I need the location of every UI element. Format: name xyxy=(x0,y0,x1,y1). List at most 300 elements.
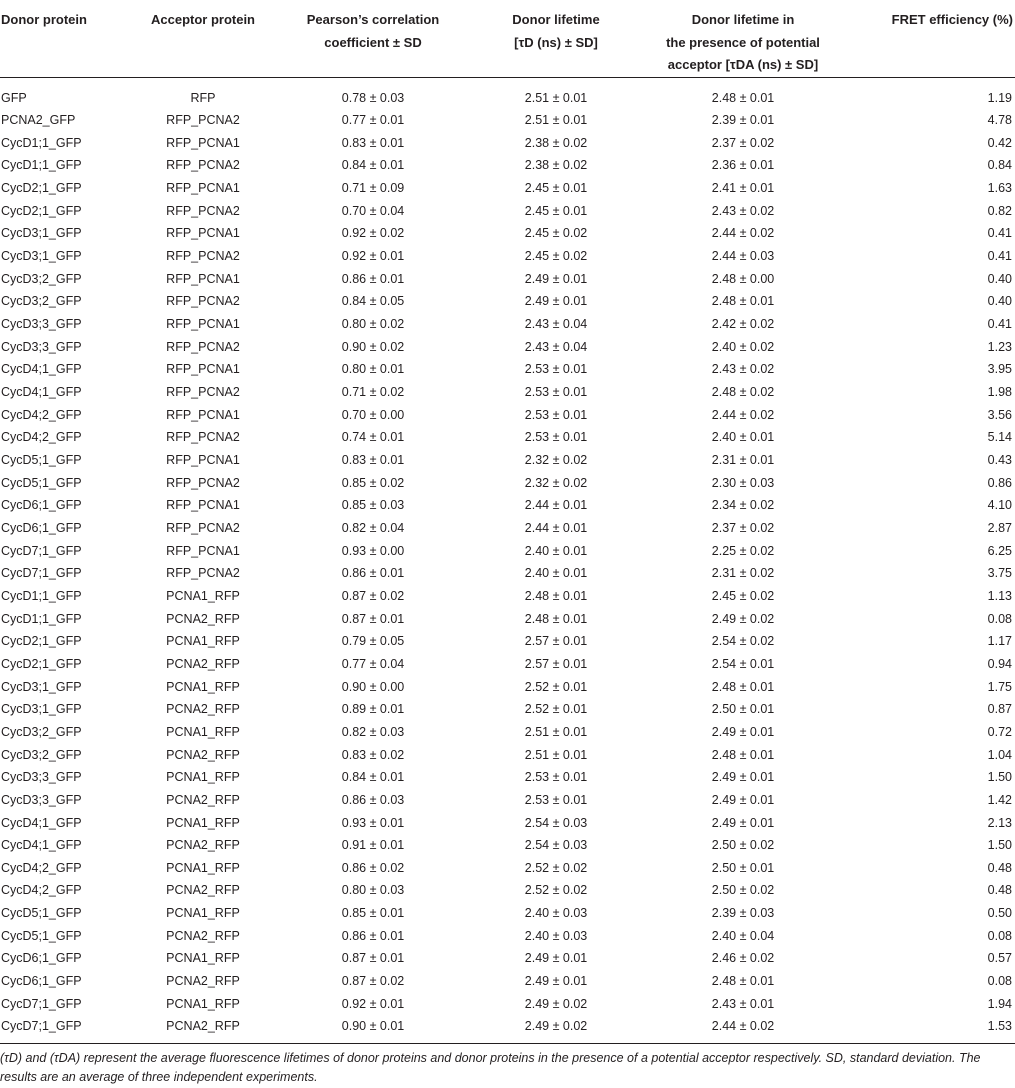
cell-fret: 4.10 xyxy=(987,498,1012,513)
cell-fret: 6.25 xyxy=(987,543,1012,558)
cell-fret: 0.08 xyxy=(987,611,1012,626)
table-row xyxy=(0,154,1015,177)
cell-donor: CycD3;1_GFP xyxy=(1,226,82,241)
cell-lifetime: 2.45 ± 0.01 xyxy=(524,181,588,196)
cell-donor: CycD4;2_GFP xyxy=(1,430,82,445)
cell-pearson: 0.82 ± 0.04 xyxy=(341,520,405,535)
cell-lifetime-acceptor: 2.37 ± 0.02 xyxy=(711,520,775,535)
table-row xyxy=(0,857,1015,880)
cell-pearson: 0.80 ± 0.02 xyxy=(341,317,405,332)
table-row xyxy=(0,744,1015,767)
cell-donor: CycD1;1_GFP xyxy=(1,135,82,150)
cell-lifetime-acceptor: 2.46 ± 0.02 xyxy=(711,951,775,966)
cell-fret: 0.86 xyxy=(987,475,1012,490)
cell-lifetime-acceptor: 2.43 ± 0.02 xyxy=(711,203,775,218)
cell-lifetime-acceptor: 2.41 ± 0.01 xyxy=(711,181,775,196)
cell-donor: CycD1;1_GFP xyxy=(1,158,82,173)
cell-lifetime: 2.53 ± 0.01 xyxy=(524,770,588,785)
cell-donor: CycD6;1_GFP xyxy=(1,974,82,989)
cell-lifetime-acceptor: 2.50 ± 0.02 xyxy=(711,883,775,898)
cell-fret: 0.94 xyxy=(987,656,1012,671)
cell-lifetime-acceptor: 2.54 ± 0.01 xyxy=(711,656,775,671)
cell-lifetime: 2.40 ± 0.03 xyxy=(524,906,588,921)
table-row xyxy=(0,358,1015,381)
cell-fret: 1.19 xyxy=(987,90,1012,105)
cell-lifetime-acceptor: 2.39 ± 0.01 xyxy=(711,113,775,128)
table-row xyxy=(0,268,1015,291)
cell-donor: CycD3;3_GFP xyxy=(1,339,82,354)
table-bottom-rule xyxy=(0,1043,1015,1044)
cell-fret: 4.78 xyxy=(987,113,1012,128)
cell-pearson: 0.90 ± 0.01 xyxy=(341,1019,405,1034)
cell-donor: CycD4;2_GFP xyxy=(1,883,82,898)
cell-pearson: 0.83 ± 0.01 xyxy=(341,453,405,467)
cell-pearson: 0.86 ± 0.02 xyxy=(341,860,405,875)
cell-lifetime: 2.51 ± 0.01 xyxy=(524,90,588,105)
cell-lifetime: 2.53 ± 0.01 xyxy=(524,385,588,400)
cell-lifetime: 2.43 ± 0.04 xyxy=(524,317,588,332)
cell-fret: 1.50 xyxy=(987,838,1012,853)
cell-pearson: 0.89 ± 0.01 xyxy=(341,702,405,717)
cell-pearson: 0.71 ± 0.09 xyxy=(341,181,405,196)
cell-lifetime: 2.51 ± 0.01 xyxy=(524,113,588,128)
table-row xyxy=(0,721,1015,744)
cell-donor: CycD3;1_GFP xyxy=(1,679,82,694)
cell-lifetime: 2.44 ± 0.01 xyxy=(524,520,588,535)
cell-fret: 0.84 xyxy=(987,158,1012,173)
cell-donor: CycD7;1_GFP xyxy=(1,543,82,558)
cell-lifetime-acceptor: 2.48 ± 0.01 xyxy=(711,679,775,694)
cell-lifetime-acceptor: 2.48 ± 0.01 xyxy=(711,294,775,309)
cell-acceptor: RFP xyxy=(190,90,216,105)
cell-fret: 1.53 xyxy=(987,1019,1012,1034)
header-line: [τD (ns) ± SD] xyxy=(514,34,598,50)
cell-pearson: 0.87 ± 0.02 xyxy=(341,974,405,989)
cell-lifetime: 2.57 ± 0.01 xyxy=(524,634,588,649)
table-footnote: (τD) and (τDA) represent the average fluorescence lifetimes of donor proteins and donor proteins in the presence of a potential acceptor respectively. SD, standard deviation. The results are an average of three independent experiments. xyxy=(0,1051,981,1084)
cell-donor: CycD2;1_GFP xyxy=(1,656,82,671)
table-row xyxy=(0,676,1015,699)
cell-lifetime: 2.57 ± 0.01 xyxy=(524,656,588,671)
cell-lifetime: 2.53 ± 0.01 xyxy=(524,407,588,422)
cell-donor: CycD4;2_GFP xyxy=(1,860,82,875)
cell-pearson: 0.84 ± 0.01 xyxy=(341,770,405,785)
cell-lifetime-acceptor: 2.48 ± 0.02 xyxy=(711,385,775,400)
cell-donor: CycD4;1_GFP xyxy=(1,362,82,377)
cell-lifetime-acceptor: 2.40 ± 0.04 xyxy=(711,928,775,943)
cell-acceptor: RFP_PCNA2 xyxy=(166,385,240,400)
cell-lifetime: 2.49 ± 0.01 xyxy=(524,271,588,286)
table-body xyxy=(0,77,1015,1044)
cell-donor: CycD5;1_GFP xyxy=(1,453,82,467)
cell-lifetime-acceptor: 2.36 ± 0.01 xyxy=(711,158,775,173)
cell-lifetime-acceptor: 2.40 ± 0.02 xyxy=(711,339,775,354)
table-row xyxy=(0,562,1015,585)
header-line: Pearson’s correlation xyxy=(306,12,440,27)
cell-donor: CycD5;1_GFP xyxy=(1,906,82,921)
cell-fret: 0.48 xyxy=(987,883,1012,898)
cell-acceptor: RFP_PCNA2 xyxy=(166,203,240,218)
cell-acceptor: PCNA2_RFP xyxy=(166,974,240,989)
cell-acceptor: RFP_PCNA2 xyxy=(166,566,240,581)
table-row xyxy=(0,925,1015,948)
cell-acceptor: PCNA2_RFP xyxy=(166,883,240,898)
cell-lifetime: 2.54 ± 0.03 xyxy=(524,838,588,853)
table-row xyxy=(0,109,1015,132)
cell-pearson: 0.78 ± 0.03 xyxy=(341,90,405,105)
cell-lifetime: 2.40 ± 0.01 xyxy=(524,566,588,581)
cell-lifetime: 2.48 ± 0.01 xyxy=(524,588,588,603)
cell-lifetime-acceptor: 2.43 ± 0.01 xyxy=(711,996,775,1011)
cell-fret: 3.95 xyxy=(987,362,1012,377)
cell-donor: CycD1;1_GFP xyxy=(1,588,82,603)
cell-pearson: 0.77 ± 0.01 xyxy=(341,113,405,128)
table-row xyxy=(0,222,1015,245)
cell-lifetime-acceptor: 2.25 ± 0.02 xyxy=(711,543,775,558)
cell-lifetime-acceptor: 2.50 ± 0.01 xyxy=(711,860,775,875)
table-row xyxy=(0,698,1015,721)
cell-pearson: 0.80 ± 0.03 xyxy=(341,883,405,898)
col-header-lifetime-acceptor xyxy=(644,0,842,77)
cell-acceptor: RFP_PCNA1 xyxy=(166,362,240,377)
cell-lifetime-acceptor: 2.31 ± 0.02 xyxy=(711,566,775,581)
cell-fret: 0.48 xyxy=(987,860,1012,875)
cell-lifetime: 2.51 ± 0.01 xyxy=(524,747,588,762)
cell-pearson: 0.71 ± 0.02 xyxy=(341,385,405,400)
cell-donor: CycD3;3_GFP xyxy=(1,317,82,332)
cell-lifetime: 2.52 ± 0.02 xyxy=(524,860,588,875)
cell-lifetime: 2.49 ± 0.02 xyxy=(524,1019,588,1034)
cell-lifetime-acceptor: 2.44 ± 0.02 xyxy=(711,226,775,241)
cell-pearson: 0.84 ± 0.05 xyxy=(341,294,405,309)
cell-acceptor: PCNA2_RFP xyxy=(166,792,240,807)
cell-fret: 0.08 xyxy=(987,974,1012,989)
table-row xyxy=(0,653,1015,676)
col-header-pearson xyxy=(278,0,468,77)
cell-lifetime: 2.44 ± 0.01 xyxy=(524,498,588,513)
cell-donor: GFP xyxy=(1,90,27,105)
header-line: Donor lifetime in xyxy=(691,12,795,27)
cell-donor: CycD3;3_GFP xyxy=(1,770,82,785)
table-row xyxy=(0,404,1015,427)
cell-donor: CycD6;1_GFP xyxy=(1,520,82,535)
cell-lifetime-acceptor: 2.49 ± 0.01 xyxy=(711,815,775,830)
table-row xyxy=(0,200,1015,223)
cell-donor: CycD3;2_GFP xyxy=(1,724,82,739)
cell-fret: 0.41 xyxy=(987,226,1012,241)
cell-pearson: 0.83 ± 0.02 xyxy=(341,747,405,762)
table-row xyxy=(0,970,1015,993)
cell-donor: CycD7;1_GFP xyxy=(1,566,82,581)
cell-lifetime: 2.52 ± 0.01 xyxy=(524,702,588,717)
cell-fret: 1.75 xyxy=(987,679,1012,694)
cell-pearson: 0.70 ± 0.00 xyxy=(341,407,405,422)
cell-lifetime-acceptor: 2.43 ± 0.02 xyxy=(711,362,775,377)
cell-acceptor: RFP_PCNA1 xyxy=(166,226,240,241)
cell-acceptor: PCNA2_RFP xyxy=(166,656,240,671)
cell-fret: 0.72 xyxy=(987,724,1012,739)
cell-acceptor: RFP_PCNA1 xyxy=(166,407,240,422)
cell-acceptor: RFP_PCNA2 xyxy=(166,520,240,535)
cell-pearson: 0.93 ± 0.00 xyxy=(341,543,405,558)
cell-fret: 1.13 xyxy=(987,588,1012,603)
cell-acceptor: PCNA1_RFP xyxy=(166,770,240,785)
table-row xyxy=(0,947,1015,970)
cell-lifetime-acceptor: 2.44 ± 0.02 xyxy=(711,1019,775,1034)
cell-fret: 0.41 xyxy=(987,317,1012,332)
cell-pearson: 0.86 ± 0.01 xyxy=(341,271,405,286)
cell-lifetime-acceptor: 2.49 ± 0.01 xyxy=(711,770,775,785)
cell-donor: CycD5;1_GFP xyxy=(1,928,82,943)
cell-lifetime-acceptor: 2.50 ± 0.01 xyxy=(711,702,775,717)
cell-lifetime: 2.48 ± 0.01 xyxy=(524,611,588,626)
header-line: coefficient ± SD xyxy=(324,34,422,50)
header-line: acceptor [τDA (ns) ± SD] xyxy=(667,57,819,72)
cell-fret: 3.75 xyxy=(987,566,1012,581)
cell-lifetime-acceptor: 2.39 ± 0.03 xyxy=(711,906,775,921)
cell-fret: 1.17 xyxy=(987,634,1012,649)
cell-donor: CycD7;1_GFP xyxy=(1,996,82,1011)
cell-lifetime-acceptor: 2.48 ± 0.01 xyxy=(711,974,775,989)
cell-lifetime: 2.53 ± 0.01 xyxy=(524,430,588,445)
cell-pearson: 0.92 ± 0.01 xyxy=(341,249,405,264)
cell-pearson: 0.85 ± 0.03 xyxy=(341,498,405,513)
cell-lifetime: 2.53 ± 0.01 xyxy=(524,362,588,377)
cell-lifetime: 2.40 ± 0.03 xyxy=(524,928,588,943)
table-row xyxy=(0,902,1015,925)
cell-lifetime-acceptor: 2.48 ± 0.01 xyxy=(711,747,775,762)
cell-pearson: 0.85 ± 0.01 xyxy=(341,906,405,921)
cell-pearson: 0.92 ± 0.02 xyxy=(341,226,405,241)
cell-lifetime: 2.45 ± 0.02 xyxy=(524,226,588,241)
header-line: the presence of potential xyxy=(666,34,820,50)
cell-lifetime: 2.49 ± 0.01 xyxy=(524,951,588,966)
cell-lifetime-acceptor: 2.37 ± 0.02 xyxy=(711,135,775,150)
cell-donor: CycD1;1_GFP xyxy=(1,611,82,626)
cell-fret: 1.04 xyxy=(987,747,1012,762)
cell-acceptor: RFP_PCNA2 xyxy=(166,113,240,128)
cell-lifetime: 2.38 ± 0.02 xyxy=(524,135,588,150)
cell-fret: 0.41 xyxy=(987,249,1012,264)
cell-lifetime: 2.45 ± 0.02 xyxy=(524,249,588,264)
cell-acceptor: PCNA1_RFP xyxy=(166,679,240,694)
cell-acceptor: RFP_PCNA2 xyxy=(166,430,240,445)
cell-lifetime-acceptor: 2.49 ± 0.01 xyxy=(711,792,775,807)
cell-acceptor: PCNA1_RFP xyxy=(166,906,240,921)
cell-fret: 3.56 xyxy=(987,407,1012,422)
cell-donor: CycD6;1_GFP xyxy=(1,498,82,513)
cell-lifetime: 2.49 ± 0.02 xyxy=(524,996,588,1011)
cell-acceptor: PCNA2_RFP xyxy=(166,611,240,626)
cell-acceptor: RFP_PCNA1 xyxy=(166,271,240,286)
cell-lifetime-acceptor: 2.44 ± 0.02 xyxy=(711,407,775,422)
cell-donor: CycD4;1_GFP xyxy=(1,815,82,830)
cell-donor: CycD2;1_GFP xyxy=(1,181,82,196)
cell-acceptor: RFP_PCNA2 xyxy=(166,158,240,173)
cell-lifetime: 2.53 ± 0.01 xyxy=(524,792,588,807)
cell-acceptor: RFP_PCNA2 xyxy=(166,339,240,354)
cell-acceptor: RFP_PCNA1 xyxy=(166,135,240,150)
table-row xyxy=(0,834,1015,857)
col-header-fret: FRET efficiency (%) xyxy=(891,12,1013,27)
cell-donor: CycD6;1_GFP xyxy=(1,951,82,966)
cell-fret: 0.08 xyxy=(987,928,1012,943)
cell-pearson: 0.77 ± 0.04 xyxy=(341,656,405,671)
table-row xyxy=(0,812,1015,835)
cell-donor: CycD4;1_GFP xyxy=(1,385,82,400)
cell-donor: CycD3;1_GFP xyxy=(1,249,82,264)
table-row xyxy=(0,585,1015,608)
cell-fret: 0.40 xyxy=(987,271,1012,286)
cell-lifetime-acceptor: 2.54 ± 0.02 xyxy=(711,634,775,649)
cell-pearson: 0.70 ± 0.04 xyxy=(341,203,405,218)
cell-lifetime-acceptor: 2.34 ± 0.02 xyxy=(711,498,775,513)
cell-donor: CycD2;1_GFP xyxy=(1,634,82,649)
cell-lifetime: 2.32 ± 0.02 xyxy=(524,475,588,490)
table-row xyxy=(0,381,1015,404)
cell-donor: CycD3;3_GFP xyxy=(1,792,82,807)
cell-fret: 0.40 xyxy=(987,294,1012,309)
cell-pearson: 0.90 ± 0.02 xyxy=(341,339,405,354)
table-row xyxy=(0,993,1015,1016)
table-row xyxy=(0,177,1015,200)
table-row xyxy=(0,789,1015,812)
cell-lifetime-acceptor: 2.50 ± 0.02 xyxy=(711,838,775,853)
cell-donor: CycD4;2_GFP xyxy=(1,407,82,422)
cell-pearson: 0.86 ± 0.01 xyxy=(341,928,405,943)
cell-donor: CycD3;2_GFP xyxy=(1,747,82,762)
cell-lifetime: 2.43 ± 0.04 xyxy=(524,339,588,354)
cell-fret: 0.43 xyxy=(987,453,1012,467)
cell-lifetime: 2.49 ± 0.01 xyxy=(524,294,588,309)
cell-pearson: 0.84 ± 0.01 xyxy=(341,158,405,173)
cell-donor: CycD3;2_GFP xyxy=(1,271,82,286)
col-header-donor: Donor protein xyxy=(1,12,87,27)
cell-pearson: 0.87 ± 0.02 xyxy=(341,588,405,603)
cell-acceptor: PCNA1_RFP xyxy=(166,634,240,649)
cell-lifetime: 2.51 ± 0.01 xyxy=(524,724,588,739)
table-row xyxy=(0,517,1015,540)
cell-pearson: 0.85 ± 0.02 xyxy=(341,475,405,490)
cell-pearson: 0.86 ± 0.03 xyxy=(341,792,405,807)
cell-fret: 1.23 xyxy=(987,339,1012,354)
cell-acceptor: RFP_PCNA2 xyxy=(166,249,240,264)
cell-fret: 0.82 xyxy=(987,203,1012,218)
cell-acceptor: PCNA2_RFP xyxy=(166,747,240,762)
cell-pearson: 0.87 ± 0.01 xyxy=(341,951,405,966)
cell-pearson: 0.83 ± 0.01 xyxy=(341,135,405,150)
cell-pearson: 0.93 ± 0.01 xyxy=(341,815,405,830)
cell-fret: 0.42 xyxy=(987,135,1012,150)
table-row xyxy=(0,426,1015,449)
cell-lifetime-acceptor: 2.31 ± 0.01 xyxy=(711,453,775,467)
cell-acceptor: PCNA1_RFP xyxy=(166,815,240,830)
table-row xyxy=(0,766,1015,789)
cell-lifetime-acceptor: 2.48 ± 0.00 xyxy=(711,271,775,286)
table-row xyxy=(0,245,1015,268)
table-row xyxy=(0,472,1015,495)
cell-lifetime-acceptor: 2.44 ± 0.03 xyxy=(711,249,775,264)
table-header xyxy=(0,0,1015,77)
cell-acceptor: PCNA2_RFP xyxy=(166,1019,240,1034)
cell-lifetime-acceptor: 2.42 ± 0.02 xyxy=(711,317,775,332)
cell-acceptor: PCNA1_RFP xyxy=(166,996,240,1011)
cell-acceptor: PCNA2_RFP xyxy=(166,928,240,943)
cell-acceptor: RFP_PCNA1 xyxy=(166,453,240,467)
cell-lifetime: 2.52 ± 0.02 xyxy=(524,883,588,898)
cell-fret: 1.63 xyxy=(987,181,1012,196)
table-row xyxy=(0,77,1015,109)
cell-lifetime: 2.49 ± 0.01 xyxy=(524,974,588,989)
cell-acceptor: PCNA2_RFP xyxy=(166,702,240,717)
cell-lifetime: 2.32 ± 0.02 xyxy=(524,453,588,467)
cell-fret: 1.50 xyxy=(987,770,1012,785)
cell-pearson: 0.82 ± 0.03 xyxy=(341,724,405,739)
cell-donor: CycD3;1_GFP xyxy=(1,702,82,717)
cell-lifetime-acceptor: 2.40 ± 0.01 xyxy=(711,430,775,445)
table-row xyxy=(0,449,1015,472)
cell-fret: 5.14 xyxy=(987,430,1012,445)
cell-acceptor: RFP_PCNA1 xyxy=(166,498,240,513)
cell-acceptor: PCNA1_RFP xyxy=(166,588,240,603)
cell-donor: CycD3;2_GFP xyxy=(1,294,82,309)
table-row xyxy=(0,494,1015,517)
cell-fret: 1.42 xyxy=(987,792,1012,807)
cell-donor: CycD7;1_GFP xyxy=(1,1019,82,1034)
cell-pearson: 0.80 ± 0.01 xyxy=(341,362,405,377)
cell-pearson: 0.91 ± 0.01 xyxy=(341,838,405,853)
cell-lifetime: 2.40 ± 0.01 xyxy=(524,543,588,558)
cell-lifetime: 2.52 ± 0.01 xyxy=(524,679,588,694)
table-row xyxy=(0,313,1015,336)
cell-pearson: 0.79 ± 0.05 xyxy=(341,634,405,649)
cell-fret: 1.94 xyxy=(987,996,1012,1011)
table-row xyxy=(0,608,1015,631)
cell-lifetime-acceptor: 2.48 ± 0.01 xyxy=(711,90,775,105)
cell-fret: 0.87 xyxy=(987,702,1012,717)
cell-fret: 2.13 xyxy=(987,815,1012,830)
cell-pearson: 0.86 ± 0.01 xyxy=(341,566,405,581)
cell-acceptor: PCNA1_RFP xyxy=(166,860,240,875)
cell-acceptor: RFP_PCNA1 xyxy=(166,317,240,332)
cell-pearson: 0.74 ± 0.01 xyxy=(341,430,405,445)
table-row xyxy=(0,290,1015,313)
table-row xyxy=(0,336,1015,359)
col-header-acceptor: Acceptor protein xyxy=(150,12,255,27)
cell-lifetime-acceptor: 2.30 ± 0.03 xyxy=(711,475,775,490)
header-line: Donor lifetime xyxy=(512,12,600,27)
cell-fret: 0.50 xyxy=(987,906,1012,921)
table-row xyxy=(0,630,1015,653)
cell-donor: CycD2;1_GFP xyxy=(1,203,82,218)
table-row xyxy=(0,540,1015,563)
cell-pearson: 0.87 ± 0.01 xyxy=(341,611,405,626)
cell-donor: CycD5;1_GFP xyxy=(1,475,82,490)
table-row xyxy=(0,132,1015,155)
cell-acceptor: PCNA2_RFP xyxy=(166,838,240,853)
cell-donor: CycD4;1_GFP xyxy=(1,838,82,853)
cell-pearson: 0.90 ± 0.00 xyxy=(341,679,405,694)
cell-lifetime: 2.45 ± 0.01 xyxy=(524,203,588,218)
cell-lifetime: 2.38 ± 0.02 xyxy=(524,158,588,173)
cell-pearson: 0.92 ± 0.01 xyxy=(341,996,405,1011)
cell-fret: 1.98 xyxy=(987,385,1012,400)
cell-acceptor: RFP_PCNA2 xyxy=(166,475,240,490)
cell-acceptor: RFP_PCNA2 xyxy=(166,294,240,309)
col-header-lifetime xyxy=(468,0,644,77)
cell-acceptor: RFP_PCNA1 xyxy=(166,543,240,558)
cell-lifetime-acceptor: 2.45 ± 0.02 xyxy=(711,588,775,603)
